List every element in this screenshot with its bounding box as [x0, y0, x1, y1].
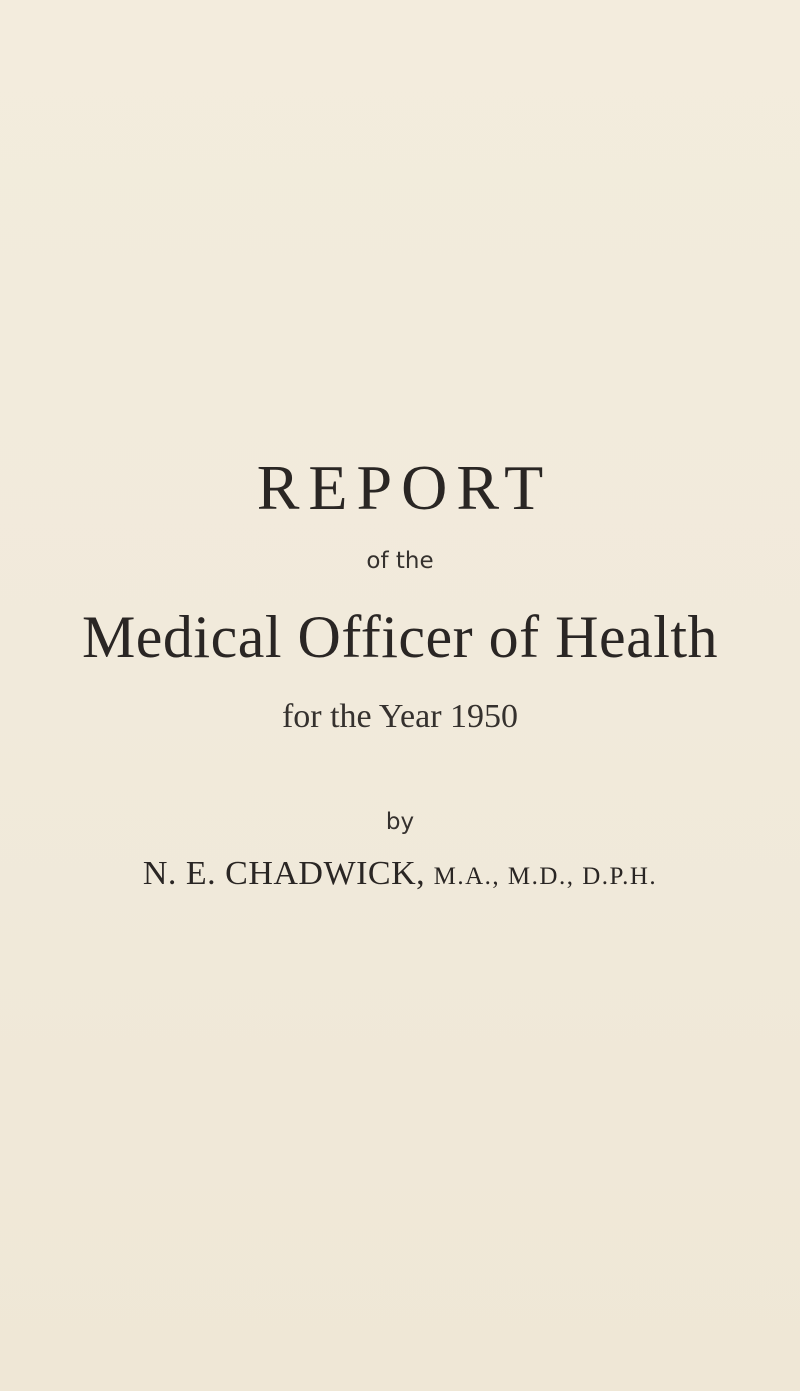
report-title: REPORT	[256, 452, 553, 523]
author-name: N. E. CHADWICK,	[142, 855, 426, 892]
by-text: by	[385, 809, 415, 835]
author-degrees: M.A., M.D., D.P.H.	[433, 863, 658, 890]
of-the-text: of the	[366, 548, 434, 574]
year-line: for the Year 1950	[281, 698, 519, 735]
main-heading: Medical Officer of Health	[81, 604, 719, 670]
author-line	[0, 852, 800, 899]
